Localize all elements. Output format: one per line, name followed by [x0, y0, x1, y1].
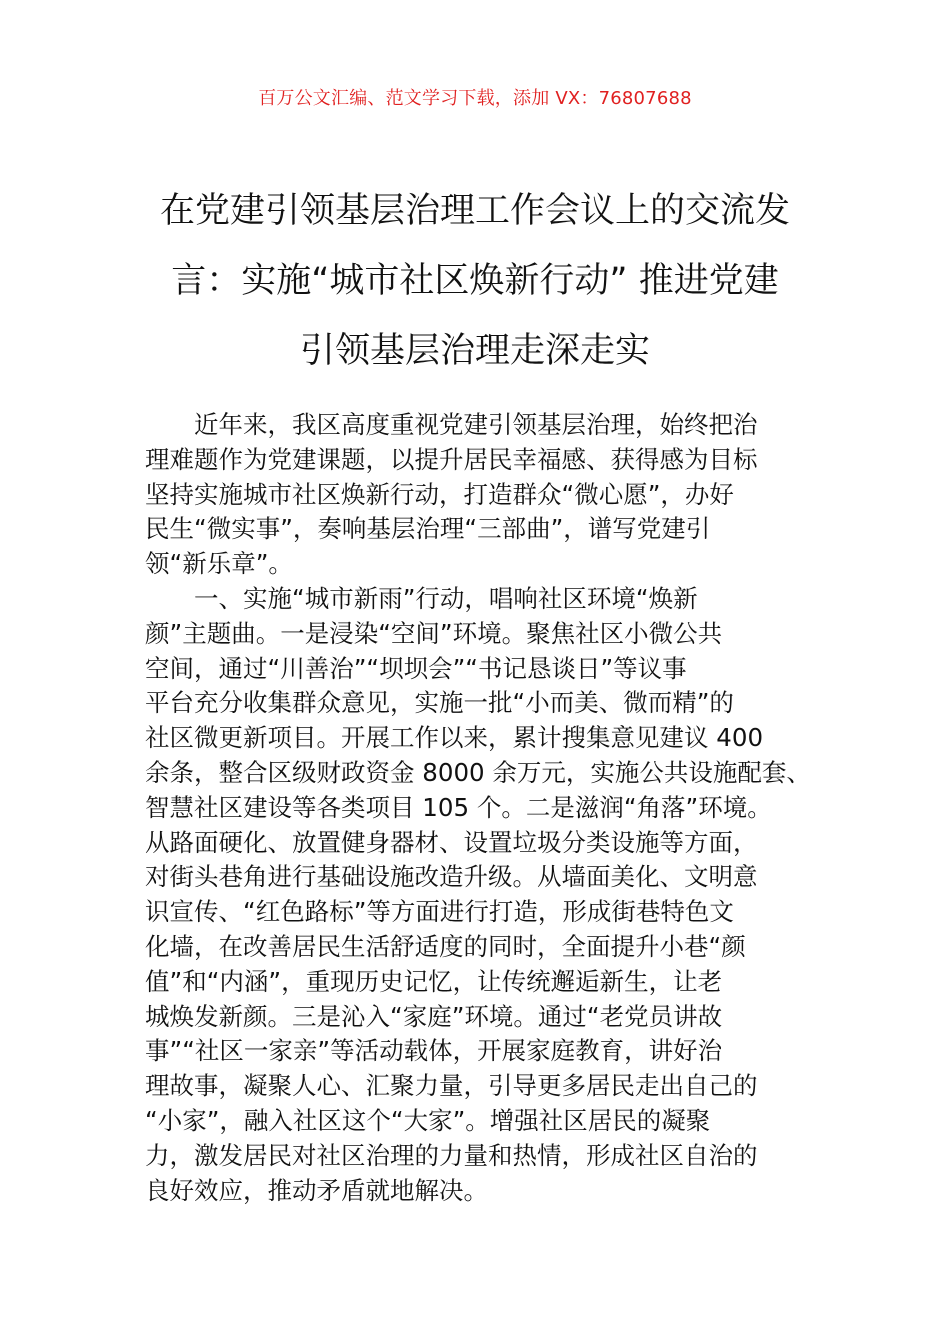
body-text-line: 值”和“内涵”，重现历史记忆，让传统邂逅新生，让老	[145, 966, 723, 996]
body-text-line: 理故事，凝聚人心、汇聚力量，引导更多居民走出自己的	[145, 1071, 758, 1101]
body-text-line: 领“新乐章”。	[145, 549, 293, 579]
body-text-line: 化墙，在改善居民生活舒适度的同时，全面提升小巷“颜	[145, 931, 746, 961]
document-body	[145, 408, 810, 1208]
body-text-line: 从路面硬化、放置健身器材、设置垃圾分类设施等方面，	[145, 827, 758, 857]
body-text-line: 事”“社区一家亲”等活动载体，开展家庭教育，讲好治	[145, 1036, 723, 1066]
document-title	[120, 176, 830, 386]
body-text-line: 颜”主题曲。一是浸染“空间”环境。聚焦社区小微公共	[145, 618, 723, 648]
watermark-header: 百万公文汇编、范文学习下载，添加 VX：76807688	[258, 88, 692, 109]
body-text-line: 识宣传、“红色路标”等方面进行打造，形成街巷特色文	[145, 897, 734, 927]
title-line: 言：实施“城市社区焕新行动” 推进党建	[171, 261, 779, 301]
body-text-line: 坚持实施城市社区焕新行动，打造群众“微心愿”，办好	[145, 479, 734, 509]
body-text-line: 良好效应，推动矛盾就地解决。	[145, 1175, 488, 1205]
body-text-line: 智慧社区建设等各类项目 105 个。二是滋润“角落”环境。	[145, 792, 772, 822]
body-text-line: 民生“微实事”，奏响基层治理“三部曲”，谱写党建引	[145, 514, 711, 544]
body-text-line: 空间，通过“川善治”“坝坝会”“书记恳谈日”等议事	[145, 653, 687, 683]
body-text-line: 力，激发居民对社区治理的力量和热情，形成社区自治的	[145, 1140, 758, 1170]
body-text-line: 城焕发新颜。三是沁入“家庭”环境。通过“老党员讲故	[145, 1001, 723, 1031]
body-text-line: 余条，整合区级财政资金 8000 余万元，实施公共设施配套、	[145, 757, 811, 787]
body-text-line: 对街头巷角进行基础设施改造升级。从墙面美化、文明意	[145, 862, 758, 892]
title-line: 引领基层治理走深走实	[299, 331, 650, 371]
title-line: 在党建引领基层治理工作会议上的交流发	[159, 191, 790, 231]
body-text-line: 一、实施“城市新雨”行动，唱响社区环境“焕新	[145, 583, 698, 613]
body-text-line: 理难题作为党建课题，以提升居民幸福感、获得感为目标	[145, 444, 758, 474]
body-text-line: “小家”，融入社区这个“大家”。增强社区居民的凝聚	[145, 1105, 711, 1135]
body-text-line: 近年来，我区高度重视党建引领基层治理，始终把治	[145, 410, 758, 439]
body-text-line: 社区微更新项目。开展工作以来，累计搜集意见建议 400	[145, 723, 764, 753]
body-text-line: 平台充分收集群众意见，实施一批“小而美、微而精”的	[145, 688, 734, 718]
